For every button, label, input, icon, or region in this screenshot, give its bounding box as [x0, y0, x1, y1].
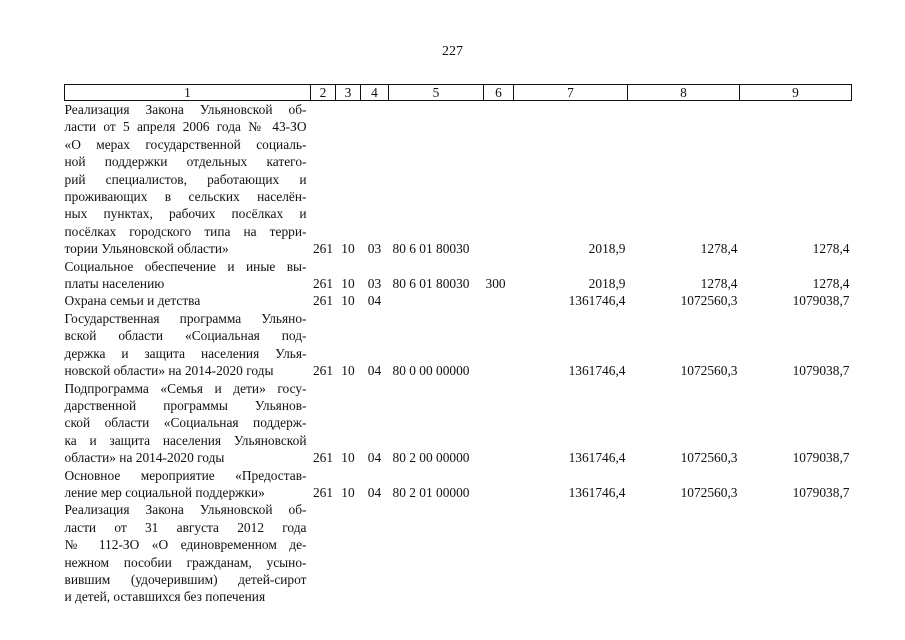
podrazdel-cell: 04: [367, 450, 382, 466]
row-name-line: новской области» на 2014-2020 годы: [64, 363, 274, 379]
amount-cell: [628, 501, 740, 605]
row-name-line: № 112-ЗО «О единовременном де-: [64, 537, 307, 553]
amount-cell: 1072560,3: [680, 293, 738, 309]
column-header: 2: [311, 85, 336, 101]
razdel-cell: 10: [341, 293, 355, 309]
column-header: 6: [484, 85, 514, 101]
row-name-cell: [65, 292, 311, 309]
row-name-cell: [65, 501, 311, 605]
target-article-cell: 80 0 00 00000: [392, 363, 470, 379]
expense-type-cell: [484, 310, 514, 380]
amount-cell: 1278,4: [700, 276, 738, 292]
amount-cell: 1278,4: [812, 241, 850, 257]
glava-cell: 261: [312, 363, 334, 379]
row-name-line: дарственной программы Ульянов-: [64, 397, 307, 413]
row-name-cell: [65, 310, 311, 380]
column-header: 9: [740, 85, 852, 101]
row-name-line: области» на 2014-2020 годы: [64, 450, 225, 466]
row-name-line: «О мерах государственной социаль-: [64, 136, 307, 152]
amount-cell: 1079038,7: [792, 484, 850, 500]
row-name-cell: [65, 101, 311, 258]
row-name-line: ление мер социальной поддержки»: [64, 484, 265, 500]
table-row: [65, 292, 852, 309]
expense-type-cell: [484, 501, 514, 605]
row-name-line: тории Ульяновской области»: [64, 241, 229, 257]
row-name-line: ласти от 5 апреля 2006 года № 43-ЗО: [64, 119, 307, 135]
expense-type-cell: [484, 292, 514, 309]
glava-cell: 261: [312, 293, 334, 309]
amount-cell: 1072560,3: [680, 363, 738, 379]
expense-type-cell: [484, 467, 514, 502]
budget-table: [64, 84, 852, 606]
table-row: [65, 380, 852, 467]
row-name-line: проживающих в сельских населён-: [64, 189, 307, 205]
row-name-line: держка и защита населения Улья-: [64, 345, 307, 361]
table-header-row: [65, 85, 852, 101]
amount-cell: 1278,4: [700, 241, 738, 257]
row-name-line: ской области «Социальная поддерж-: [64, 415, 307, 431]
row-name-line: вившим (удочерившим) детей-сирот: [64, 571, 307, 587]
row-name-line: Государственная программа Ульяно-: [64, 310, 307, 326]
expense-type-cell: [484, 380, 514, 467]
row-name-line: Реализация Закона Ульяновской об-: [64, 502, 307, 518]
target-article-cell: [389, 501, 484, 605]
glava-cell: 261: [312, 484, 334, 500]
podrazdel-cell: 03: [367, 276, 382, 292]
row-name-cell: [65, 380, 311, 467]
column-header: 4: [361, 85, 389, 101]
column-header: 5: [389, 85, 484, 101]
razdel-cell: 10: [341, 276, 355, 292]
expense-type-cell: 300: [485, 276, 506, 292]
podrazdel-cell: 04: [367, 484, 382, 500]
amount-cell: 1079038,7: [792, 363, 850, 379]
table-body: [65, 101, 852, 606]
amount-cell: 1361746,4: [568, 484, 626, 500]
row-name-line: рий специалистов, работающих и: [64, 171, 307, 187]
amount-cell: 1361746,4: [568, 363, 626, 379]
glava-cell: [311, 501, 336, 605]
podrazdel-cell: 04: [367, 293, 382, 309]
amount-cell: 1072560,3: [680, 484, 738, 500]
glava-cell: 261: [312, 450, 334, 466]
row-name-line: и детей, оставшихся без попечения: [64, 589, 266, 605]
column-header: 8: [628, 85, 740, 101]
table-row: [65, 101, 852, 258]
podrazdel-cell: 03: [367, 241, 382, 257]
amount-cell: [740, 501, 852, 605]
razdel-cell: 10: [341, 363, 355, 379]
row-name-line: ной поддержки отдельных катего-: [64, 154, 307, 170]
row-name-line: вской области «Социальная под-: [64, 328, 307, 344]
amount-cell: 1072560,3: [680, 450, 738, 466]
row-name-line: посёлках городского типа на терри-: [64, 223, 307, 239]
row-name-line: ных пунктах, рабочих посёлках и: [64, 206, 307, 222]
target-article-cell: 80 2 00 00000: [392, 450, 470, 466]
row-name-line: Основное мероприятие «Предостав-: [64, 467, 307, 483]
target-article-cell: 80 6 01 80030: [392, 241, 470, 257]
column-header: 3: [336, 85, 361, 101]
amount-cell: 2018,9: [588, 276, 626, 292]
target-article-cell: 80 2 01 00000: [392, 484, 470, 500]
row-name-cell: [65, 467, 311, 502]
glava-cell: 261: [312, 276, 334, 292]
row-name-line: ласти от 31 августа 2012 года: [64, 519, 307, 535]
row-name-line: ка и защита населения Ульяновской: [64, 432, 307, 448]
row-name-line: Социальное обеспечение и иные вы-: [64, 258, 307, 274]
amount-cell: 1361746,4: [568, 293, 626, 309]
amount-cell: 1361746,4: [568, 450, 626, 466]
amount-cell: 1079038,7: [792, 293, 850, 309]
target-article-cell: 80 6 01 80030: [392, 276, 470, 292]
podrazdel-cell: [361, 501, 389, 605]
row-name-line: платы населению: [64, 276, 165, 292]
row-name-cell: [65, 258, 311, 293]
row-name-line: Охрана семьи и детства: [64, 293, 201, 309]
glava-cell: 261: [312, 241, 334, 257]
podrazdel-cell: 04: [367, 363, 382, 379]
row-name-line: Реализация Закона Ульяновской об-: [64, 102, 307, 117]
amount-cell: 1079038,7: [792, 450, 850, 466]
column-header: 1: [65, 85, 311, 101]
table-row: [65, 258, 852, 293]
amount-cell: 1278,4: [812, 276, 850, 292]
expense-type-cell: [484, 101, 514, 258]
column-header: 7: [514, 85, 628, 101]
razdel-cell: 10: [341, 484, 355, 500]
razdel-cell: 10: [341, 241, 355, 257]
razdel-cell: 10: [341, 450, 355, 466]
razdel-cell: [336, 501, 361, 605]
amount-cell: [514, 501, 628, 605]
row-name-line: нежном пособии гражданам, усыно-: [64, 554, 307, 570]
page-number: 227: [442, 44, 463, 59]
target-article-cell: [389, 292, 484, 309]
table-row: [65, 501, 852, 605]
amount-cell: 2018,9: [588, 241, 626, 257]
table-row: [65, 467, 852, 502]
table-row: [65, 310, 852, 380]
row-name-line: Подпрограмма «Семья и дети» госу-: [64, 380, 307, 396]
